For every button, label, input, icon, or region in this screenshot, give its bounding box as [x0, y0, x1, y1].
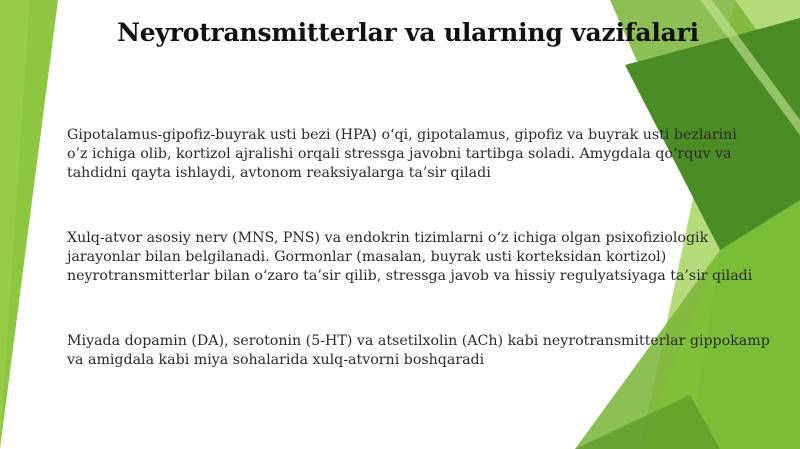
text-line: Gipotalamus-gipofiz-buyrak usti bezi (HPA) o‘qi, gipotalamus, gipofiz va buyrak usti bezlarini — [67, 127, 737, 143]
text-line: neyrotransmitterlar bilan o‘zaro ta’sir qilib, stressga javob va hissiy regulyatsiyaga ta’sir qiladi — [67, 268, 753, 284]
text-line: Miyada dopamin (DA), serotonin (5-HT) va atsetilxolin (ACh) kabi neyrotransmitterlar gippokamp — [67, 333, 770, 349]
text-line: va amigdala kabi miya sohalarida xulq-atvorni boshqaradi — [67, 352, 485, 368]
text-line: jarayonlar bilan belgilanadi. Gormonlar (masalan, buyrak usti korteksidan kortizol) — [67, 249, 667, 265]
paragraph-behavior-systems — [67, 229, 752, 286]
text-line: Xulq-atvor asosiy nerv (MNS, PNS) va endokrin tizimlarni o‘z ichiga olgan psixofiziologik — [67, 230, 709, 246]
text-line: o’z ichiga olib, kortizol ajralishi orqali stressga javobni tartibga soladi. Amygdala qo‘rquv va — [67, 146, 732, 162]
slide-title: Neyrotransmitterlar va ularning vazifalari — [117, 18, 699, 47]
text-line: tahdidni qayta ishlaydi, avtonom reaksiyalarga ta’sir qiladi — [67, 165, 491, 181]
paragraph-neurotransmitters — [67, 332, 770, 370]
paragraph-hpa-axis — [67, 126, 737, 183]
